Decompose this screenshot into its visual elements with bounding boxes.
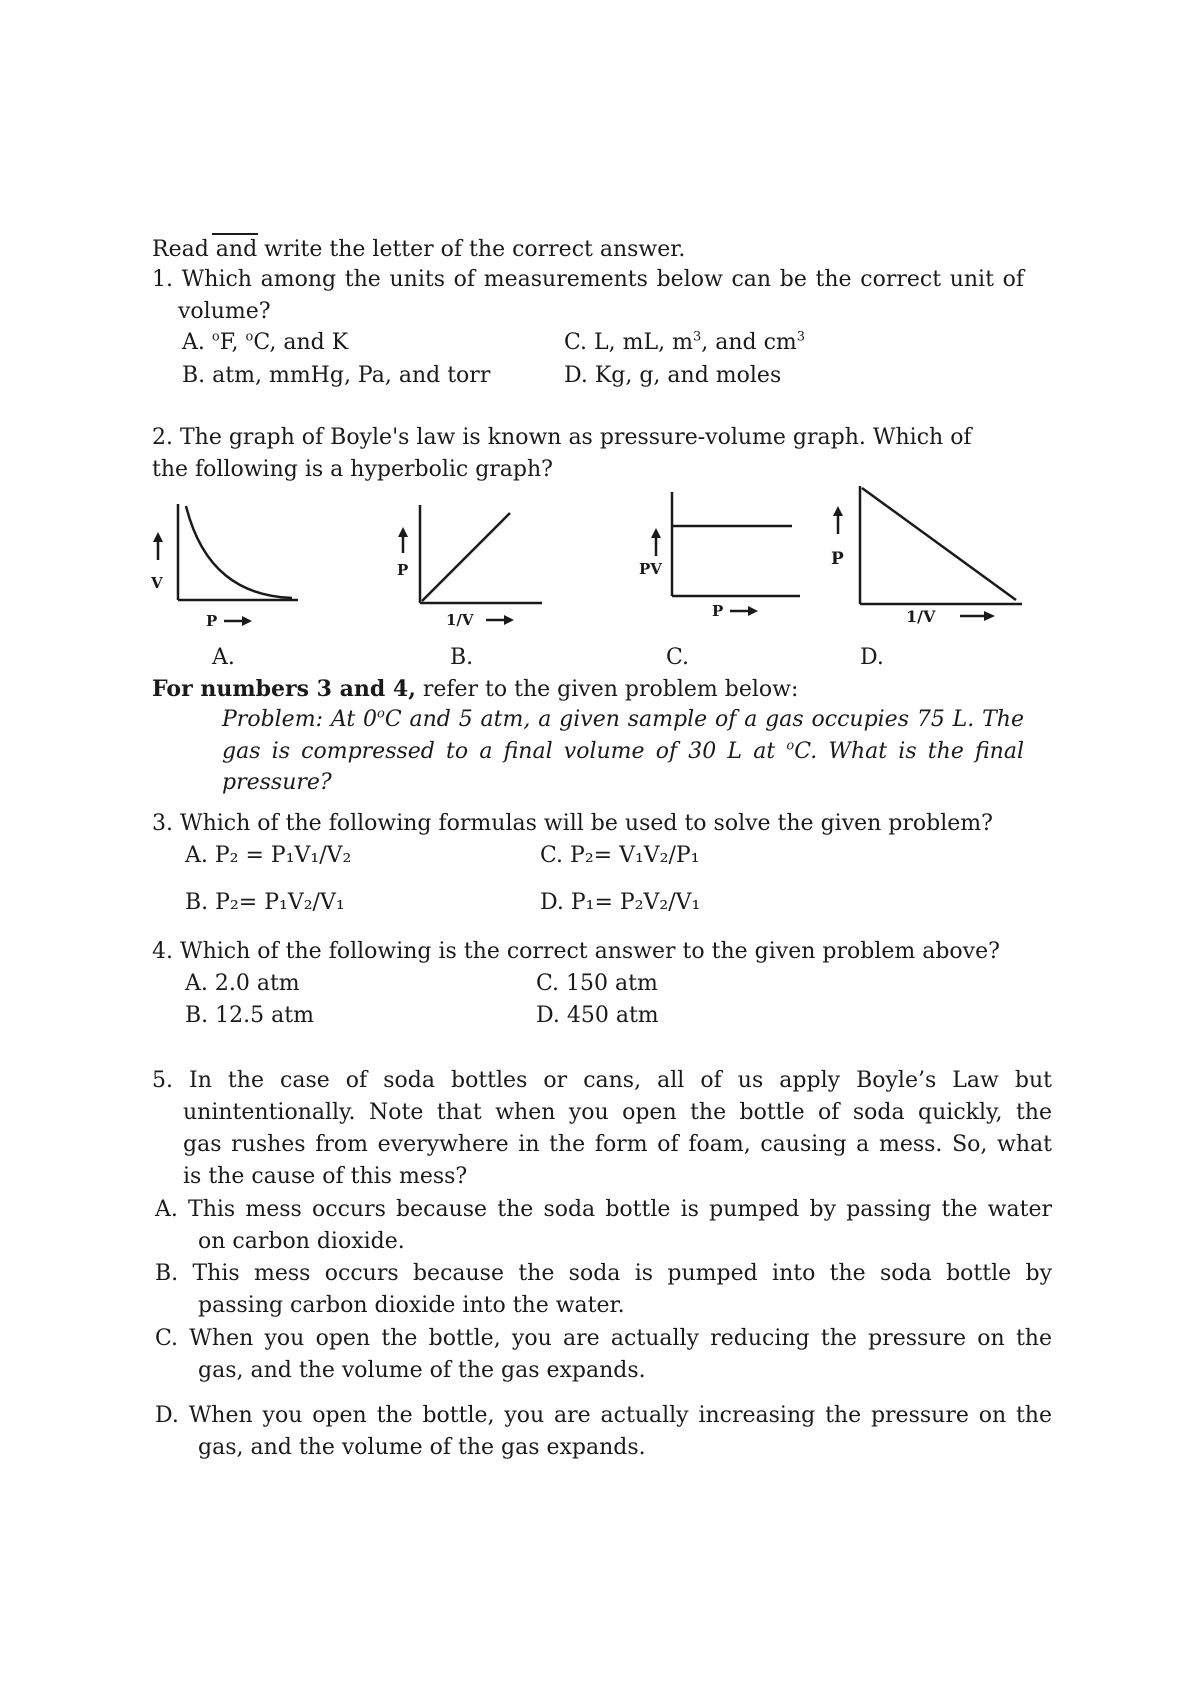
graph-d (820, 482, 1030, 627)
graph-c-y-label: PV (639, 560, 662, 578)
overline-mark (212, 233, 258, 235)
problem-line2: gas is compressed to a final volume of 30 L at $^o$C. What is the final (222, 738, 1025, 764)
q2-stem-line2: the following is a hyperbolic graph? (152, 457, 553, 482)
q5-stem-line3: gas rushes from everywhere in the form of foam, causing a mess. So, what (183, 1132, 1052, 1157)
problem-reference-text: refer to the given problem below: (415, 677, 799, 702)
q1-option-a: A. $^o$F, $^o$C, and K (182, 329, 349, 355)
q5-option-d-line2: gas, and the volume of the gas expands. (198, 1435, 646, 1460)
graph-a-hyperbola-curve (186, 506, 292, 598)
graph-d-x-label: 1/V (906, 607, 936, 626)
q1-option-d: D. Kg, g, and moles (564, 363, 782, 388)
graph-c (632, 490, 812, 625)
graph-b-increasing-line (422, 513, 510, 601)
q4-option-b: B. 12.5 atm (185, 1003, 314, 1028)
q1-stem-line1: 1. Which among the units of measurements below can be the correct unit of (152, 267, 1024, 292)
graph-b (390, 505, 550, 630)
q3-option-b: B. P₂= P₁V₂/V₁ (185, 890, 345, 915)
graph-a-y-label: V (151, 574, 163, 592)
q5-option-c-line2: gas, and the volume of the gas expands. (198, 1358, 646, 1383)
graph-b-letter: B. (450, 645, 474, 670)
graph-a-letter: A. (212, 645, 235, 670)
problem-line1: Problem: At 0$^o$C and 5 atm, a given sample of a gas occupies 75 L. The (222, 706, 1024, 732)
instructions-text-3: write the letter of the correct answer. (257, 237, 686, 262)
instructions-text-2: and (215, 237, 258, 262)
graph-d-y-label: P (831, 549, 844, 569)
q5-option-a-line2: on carbon dioxide. (198, 1229, 405, 1254)
q5-option-c-line1: C. When you open the bottle, you are actually reducing the pressure on the (155, 1326, 1052, 1351)
graph-b-y-label: P (397, 561, 409, 579)
q5-stem-line1: 5. In the case of soda bottles or cans, all of us apply Boyle’s Law but (152, 1068, 1052, 1093)
q4-option-a: A. 2.0 atm (185, 971, 300, 996)
problem-reference-bold: For numbers 3 and 4, (152, 676, 416, 702)
q5-stem-line4: is the cause of this mess? (183, 1164, 468, 1189)
q5-option-b-line2: passing carbon dioxide into the water. (198, 1293, 625, 1318)
problem-line3: pressure? (222, 770, 332, 795)
graph-c-letter: C. (666, 645, 690, 670)
graph-c-x-label: P (712, 602, 724, 620)
q5-option-b-line1: B. This mess occurs because the soda is pumped into the soda bottle by (155, 1261, 1052, 1286)
q4-option-c: C. 150 atm (536, 971, 658, 996)
graph-d-decreasing-line (862, 488, 1016, 600)
q3-option-c: C. P₂= V₁V₂/P₁ (540, 843, 700, 868)
q3-option-d: D. P₁= P₂V₂/V₁ (540, 890, 701, 915)
graph-a (140, 500, 310, 630)
graph-a-x-label: P (206, 612, 218, 630)
q4-stem: 4. Which of the following is the correct answer to the given problem above? (152, 939, 1000, 964)
graph-b-x-label: 1/V (446, 611, 474, 629)
q1-stem-line2: volume? (178, 299, 271, 324)
q3-option-a: A. P₂ = P₁V₁/V₂ (185, 843, 352, 868)
q3-stem: 3. Which of the following formulas will be used to solve the given problem? (152, 811, 993, 836)
graph-d-letter: D. (860, 645, 884, 670)
q4-option-d: D. 450 atm (536, 1003, 659, 1028)
q5-option-d-line1: D. When you open the bottle, you are actually increasing the pressure on the (155, 1403, 1052, 1428)
q1-option-b: B. atm, mmHg, Pa, and torr (182, 363, 491, 388)
problem-reference (152, 673, 798, 706)
instructions (152, 234, 685, 266)
q5-option-a-line1: A. This mess occurs because the soda bottle is pumped by passing the water (155, 1197, 1052, 1222)
q5-stem-line2: unintentionally. Note that when you open the bottle of soda quickly, the (183, 1100, 1052, 1125)
q1-option-c: C. L, mL, $m^3$, and $cm^3$ (564, 329, 806, 355)
q2-stem-line1: 2. The graph of Boyle's law is known as pressure-volume graph. Which of (152, 425, 972, 450)
instructions-text-1: Read (152, 237, 216, 262)
